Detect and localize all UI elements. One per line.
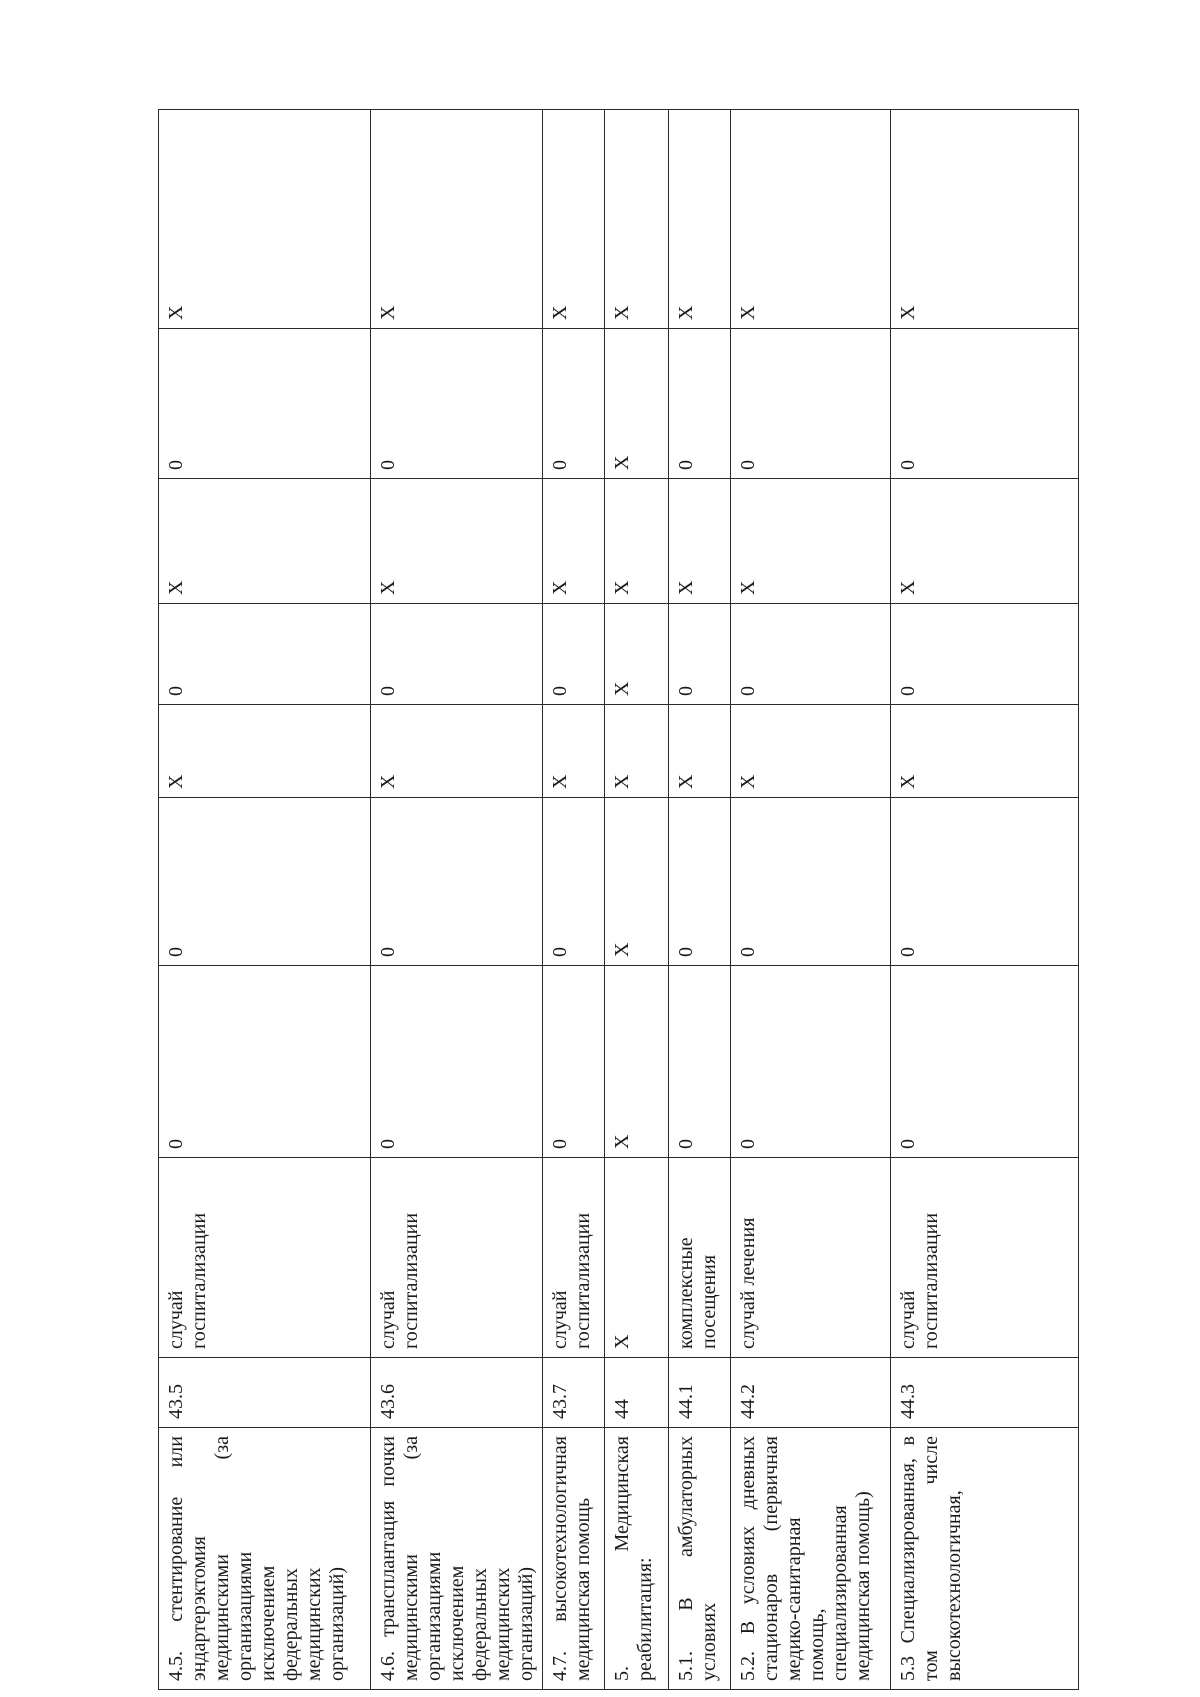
unit-line: X xyxy=(611,1334,633,1349)
value-cell: X xyxy=(605,479,669,604)
indicator-name-cell xyxy=(891,1428,1079,1690)
unit-line: случай xyxy=(897,1290,919,1349)
value-cell: X xyxy=(669,110,731,329)
value-cell: 0 xyxy=(669,604,731,705)
indicator-name-line: 5.1. В амбулаторных xyxy=(675,1436,697,1681)
indicator-name-line: условиях xyxy=(698,1602,720,1681)
indicator-name-line: медицинская помощь xyxy=(572,1497,594,1681)
indicator-name-line: 5.3 Специализированная, в xyxy=(897,1436,919,1681)
indicator-name-line: 5.2. В условиях дневных xyxy=(737,1436,759,1681)
unit-line: случай xyxy=(165,1290,187,1349)
value-cell: 0 xyxy=(891,329,1079,479)
unit-line: госпитализации xyxy=(188,1212,210,1349)
value-cell: X xyxy=(605,705,669,798)
unit-line: госпитализации xyxy=(920,1212,942,1349)
value-cell: 0 xyxy=(159,798,371,966)
value-cell: X xyxy=(605,329,669,479)
indicator-name-line: стационаров (первичная xyxy=(760,1436,782,1681)
value-cell: X xyxy=(605,966,669,1158)
indicator-name-line: помощь, xyxy=(806,1608,828,1681)
value-cell: 0 xyxy=(891,798,1079,966)
row-number-cell: 44.3 xyxy=(891,1358,1079,1428)
row-number-cell: 44 xyxy=(605,1358,669,1428)
value-cell: X xyxy=(371,479,543,604)
indicator-name-line: медицинских xyxy=(492,1567,514,1681)
unit-line: госпитализации xyxy=(400,1212,422,1349)
value-cell: 0 xyxy=(543,329,605,479)
data-table xyxy=(158,109,1079,1690)
value-cell: X xyxy=(891,110,1079,329)
indicator-name-line: организациями xyxy=(423,1551,445,1681)
indicator-name-line: том числе xyxy=(920,1436,942,1681)
value-cell: X xyxy=(891,479,1079,604)
row-number-cell: 44.2 xyxy=(731,1358,891,1428)
indicator-name-line: федеральных xyxy=(469,1568,491,1681)
table-row xyxy=(605,110,669,1690)
value-cell: 0 xyxy=(371,329,543,479)
value-cell: X xyxy=(159,479,371,604)
value-cell: 0 xyxy=(669,966,731,1158)
value-cell: X xyxy=(159,110,371,329)
value-cell: 0 xyxy=(371,604,543,705)
unit-line: случай xyxy=(377,1290,399,1349)
row-number-cell: 43.7 xyxy=(543,1358,605,1428)
indicator-name-line: исключением xyxy=(446,1565,468,1681)
row-number-cell: 43.6 xyxy=(371,1358,543,1428)
indicator-name-line: исключением xyxy=(257,1565,279,1681)
value-cell: 0 xyxy=(159,604,371,705)
value-cell: X xyxy=(605,604,669,705)
value-cell: 0 xyxy=(543,604,605,705)
unit-cell xyxy=(669,1158,731,1358)
value-cell: 0 xyxy=(543,966,605,1158)
unit-cell xyxy=(371,1158,543,1358)
value-cell: X xyxy=(605,798,669,966)
value-cell: X xyxy=(371,705,543,798)
indicator-name-line: 4.5. стентирование или xyxy=(165,1436,187,1681)
value-cell: X xyxy=(605,110,669,329)
unit-cell xyxy=(543,1158,605,1358)
rotated-page xyxy=(158,110,1078,1690)
unit-cell xyxy=(159,1158,371,1358)
indicator-name-line: федеральных xyxy=(280,1568,302,1681)
value-cell: X xyxy=(669,705,731,798)
table-row xyxy=(543,110,605,1690)
indicator-name-line: организаций) xyxy=(515,1566,537,1681)
row-number-cell: 44.1 xyxy=(669,1358,731,1428)
value-cell: 0 xyxy=(731,798,891,966)
value-cell: X xyxy=(731,110,891,329)
value-cell: 0 xyxy=(543,798,605,966)
value-cell: 0 xyxy=(371,966,543,1158)
unit-line: комплексные xyxy=(675,1237,697,1349)
table-row xyxy=(731,110,891,1690)
unit-line: госпитализации xyxy=(572,1212,594,1349)
indicator-name-line: медицинская помощь) xyxy=(852,1491,874,1681)
indicator-name-cell xyxy=(371,1428,543,1690)
row-number-cell: 43.5 xyxy=(159,1358,371,1428)
value-cell: X xyxy=(669,479,731,604)
value-cell: X xyxy=(543,110,605,329)
indicator-name-line: медицинскими (за xyxy=(211,1436,233,1681)
indicator-name-line: организациями xyxy=(234,1551,256,1681)
indicator-name-line: организаций) xyxy=(326,1566,348,1681)
unit-line: посещения xyxy=(698,1254,720,1349)
value-cell: 0 xyxy=(731,329,891,479)
indicator-name-line: 5. Медицинская xyxy=(611,1436,633,1681)
unit-cell xyxy=(731,1158,891,1358)
indicator-name-line: специализированная xyxy=(829,1505,851,1681)
value-cell: X xyxy=(891,705,1079,798)
value-cell: 0 xyxy=(371,798,543,966)
value-cell: X xyxy=(159,705,371,798)
indicator-name-cell xyxy=(543,1428,605,1690)
indicator-name-cell xyxy=(605,1428,669,1690)
value-cell: 0 xyxy=(731,966,891,1158)
value-cell: 0 xyxy=(891,966,1079,1158)
value-cell: X xyxy=(543,705,605,798)
table-body xyxy=(159,110,1079,1690)
value-cell: 0 xyxy=(669,329,731,479)
value-cell: 0 xyxy=(891,604,1079,705)
indicator-name-line: высокотехнологичная, xyxy=(943,1490,965,1681)
table-row xyxy=(669,110,731,1690)
table-row xyxy=(891,110,1079,1690)
unit-cell xyxy=(891,1158,1079,1358)
value-cell: X xyxy=(731,705,891,798)
unit-line: случай лечения xyxy=(737,1217,759,1349)
value-cell: X xyxy=(371,110,543,329)
indicator-name-cell xyxy=(669,1428,731,1690)
table-row xyxy=(159,110,371,1690)
value-cell: 0 xyxy=(669,798,731,966)
indicator-name-cell xyxy=(731,1428,891,1690)
indicator-name-line: медицинскими (за xyxy=(400,1436,422,1681)
value-cell: 0 xyxy=(159,329,371,479)
indicator-name-cell xyxy=(159,1428,371,1690)
value-cell: X xyxy=(543,479,605,604)
unit-cell xyxy=(605,1158,669,1358)
indicator-name-line: реабилитация: xyxy=(634,1557,656,1681)
indicator-name-line: 4.7. высокотехнологичная xyxy=(549,1436,571,1681)
indicator-name-line: медицинских xyxy=(303,1567,325,1681)
value-cell: X xyxy=(731,479,891,604)
value-cell: 0 xyxy=(731,604,891,705)
value-cell: 0 xyxy=(159,966,371,1158)
indicator-name-line: медико-санитарная xyxy=(783,1517,805,1681)
table-row xyxy=(371,110,543,1690)
indicator-name-line: 4.6. трансплантация почки xyxy=(377,1436,399,1681)
indicator-name-line: эндартерэктомия xyxy=(188,1536,210,1681)
unit-line: случай xyxy=(549,1290,571,1349)
